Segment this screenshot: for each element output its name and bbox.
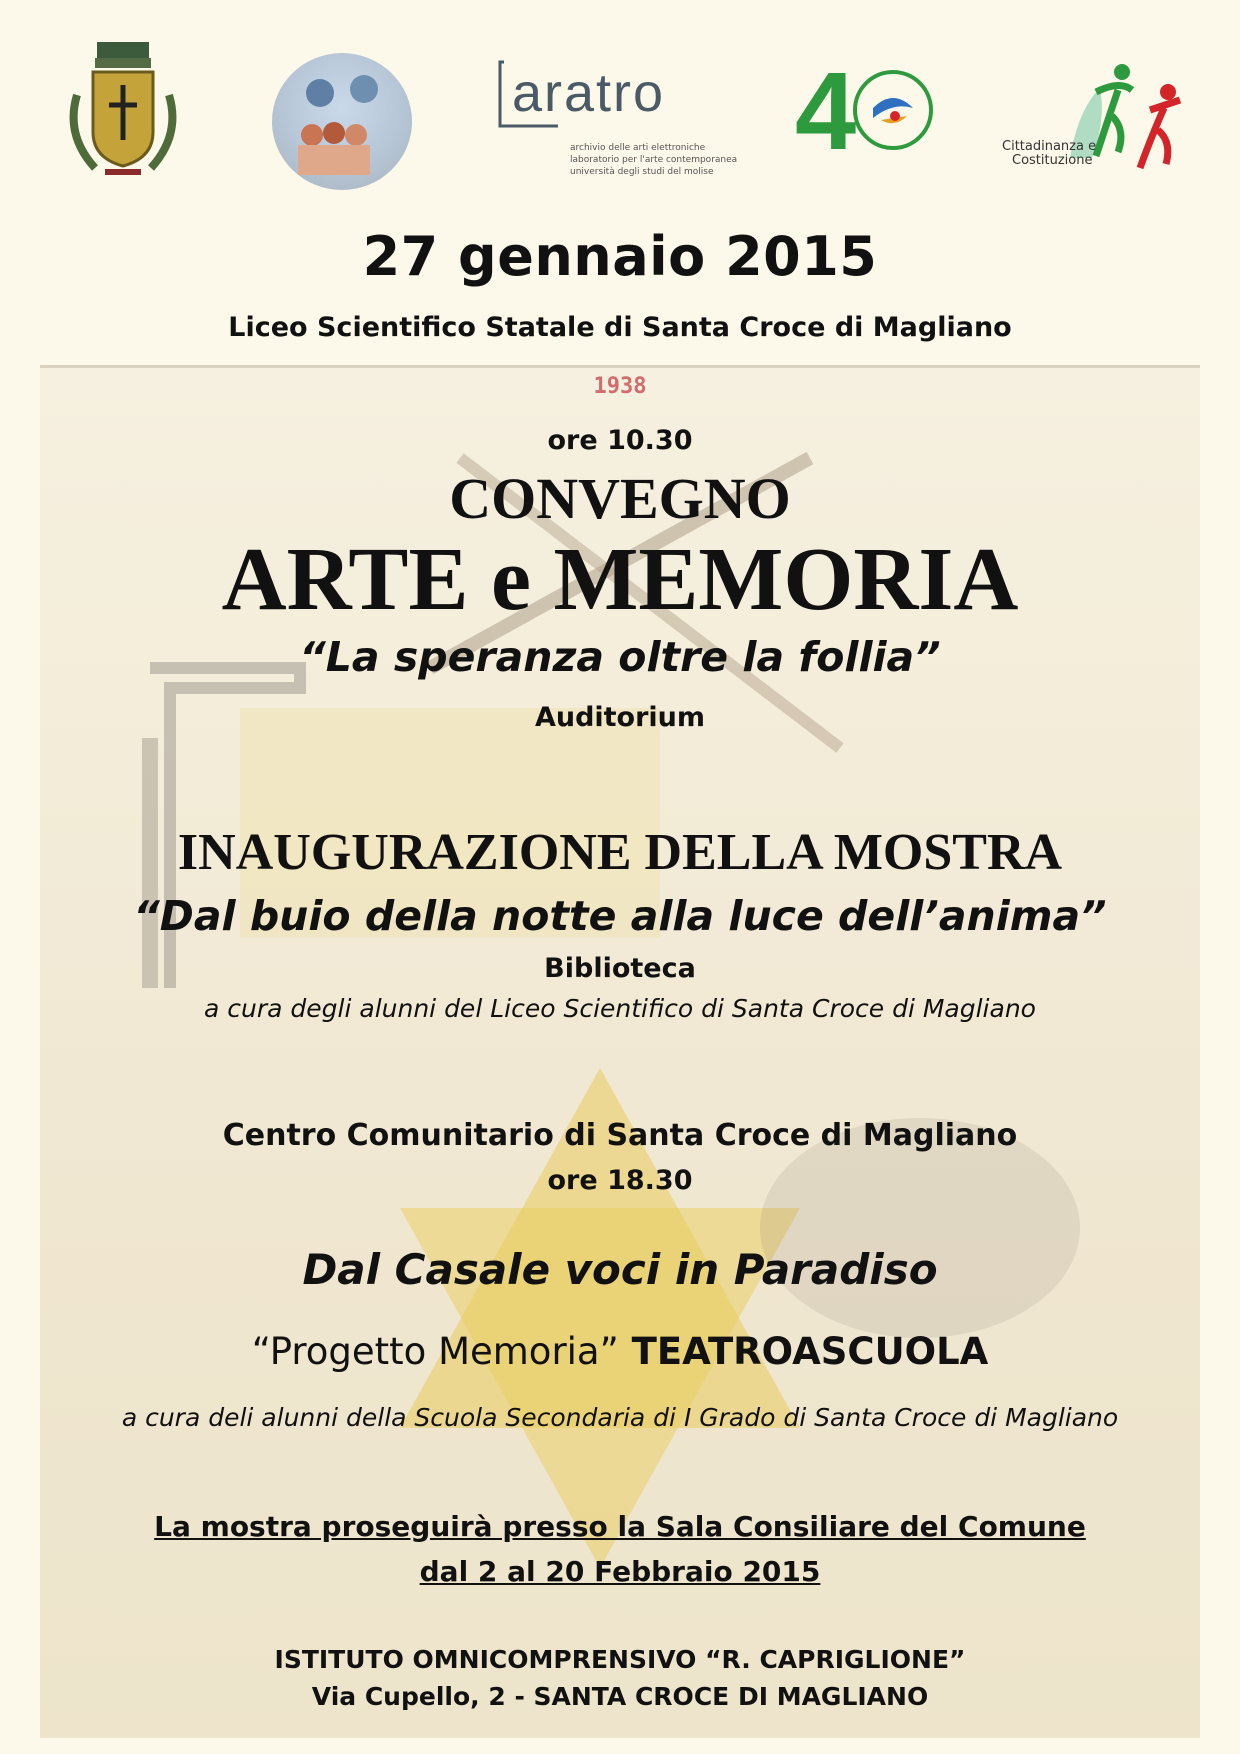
project-name: TEATROASCUOLA: [631, 1330, 989, 1373]
anniversary-number: 4: [795, 50, 857, 173]
people-photo-icon: [272, 53, 412, 190]
institute-address: Via Cupello, 2 - SANTA CROCE DI MAGLIANO: [311, 1682, 929, 1711]
artwork-year-mark: 1938: [593, 374, 647, 399]
aratro-line-2: laboratorio per l'arte contemporanea: [570, 155, 738, 165]
aratro-line-3: università degli studi del molise: [570, 167, 714, 177]
aratro-line-1: archivio delle arti elettroniche: [570, 143, 706, 153]
project-quote: “Progetto Memoria”: [251, 1330, 619, 1373]
exhibition-dates: dal 2 al 20 Febbraio 2015: [419, 1555, 821, 1588]
exhibition-venue: Biblioteca: [544, 953, 696, 984]
evening-location: Centro Comunitario di Santa Croce di Magliano: [222, 1118, 1018, 1153]
convegno-label: CONVEGNO: [449, 466, 791, 531]
municipal-crest-logo: [55, 40, 190, 190]
anniversary-logo: [795, 50, 945, 178]
convegno-title: ARTE e MEMORIA: [221, 530, 1019, 629]
convegno-subtitle: “La speranza oltre la follia”: [299, 633, 941, 681]
exhibition-curators: a cura degli alunni del Liceo Scientifico di Santa Croce di Magliano: [204, 994, 1036, 1023]
institute-name: ISTITUTO OMNICOMPRENSIVO “R. CAPRIGLIONE”: [274, 1645, 966, 1674]
convegno-time: ore 10.30: [547, 425, 693, 456]
convegno-venue: Auditorium: [534, 702, 706, 733]
show-curators: a cura deli alunni della Scuola Secondaria di I Grado di Santa Croce di Magliano: [121, 1403, 1119, 1432]
school-photo-logo: [272, 53, 412, 190]
exhibition-title: “Dal buio della notte alla luce dell’anima”: [133, 892, 1107, 940]
cittadinanza-logo: [1000, 60, 1185, 175]
crest-icon: [55, 40, 190, 190]
cittadinanza-line-1: Cittadinanza e: [1002, 139, 1097, 154]
event-date: 27 gennaio 2015: [362, 225, 878, 288]
aratro-logo: [498, 58, 758, 183]
cittadinanza-line-2: Costituzione: [1012, 153, 1093, 168]
dove-icon: [795, 58, 945, 178]
exhibition-continuation-notice: La mostra proseguirà presso la Sala Consiliare del Comune: [154, 1510, 1086, 1543]
evening-time: ore 18.30: [547, 1165, 693, 1196]
project-line: [0, 1330, 1240, 1373]
host-school: Liceo Scientifico Statale di Santa Croce di Magliano: [228, 312, 1012, 343]
aratro-name: aratro: [512, 63, 666, 123]
exhibition-label: INAUGURAZIONE DELLA MOSTRA: [177, 824, 1063, 881]
evening-show-title: Dal Casale voci in Paradiso: [302, 1245, 938, 1294]
